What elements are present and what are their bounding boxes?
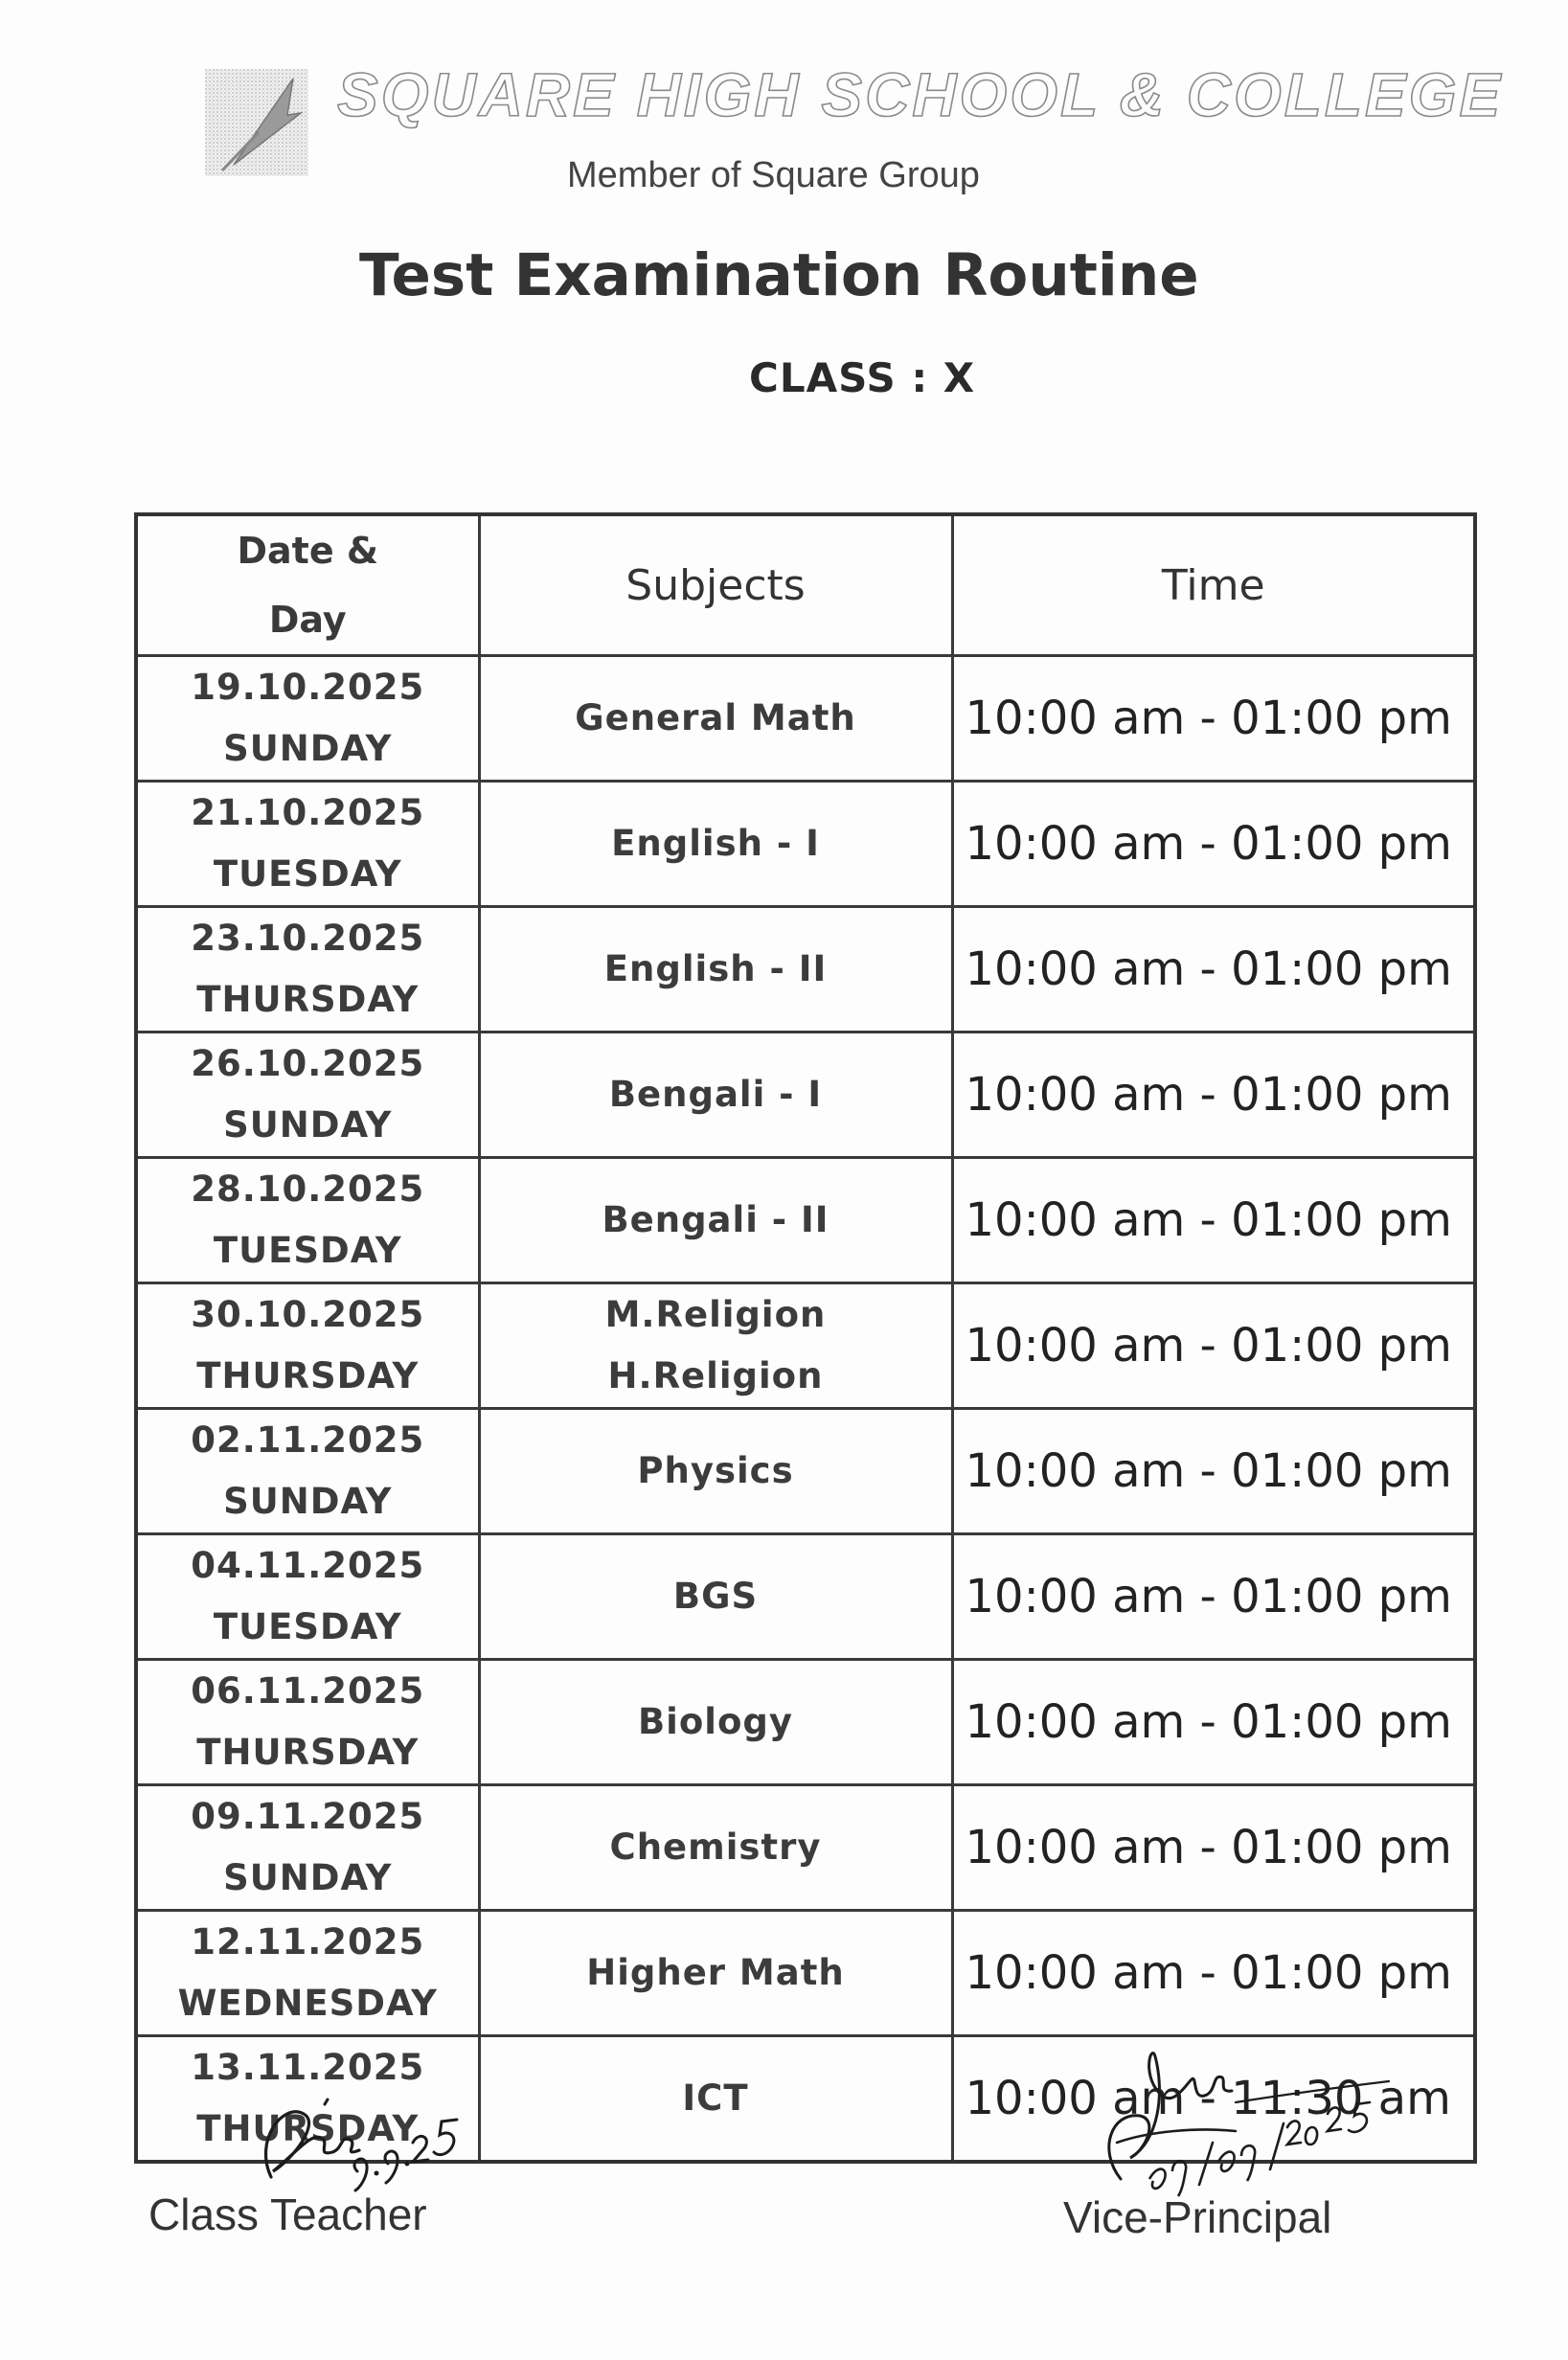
- time-cell: 10:00 am - 01:00 pm: [952, 907, 1475, 1032]
- subject-cell: [479, 782, 952, 907]
- subject-name-secondary: H.Religion: [607, 1355, 824, 1396]
- exam-day: WEDNESDAY: [177, 1983, 438, 2024]
- exam-date: 23.10.2025: [191, 918, 425, 959]
- time-cell: 10:00 am - 01:00 pm: [952, 1409, 1475, 1534]
- exam-date: 09.11.2025: [191, 1796, 425, 1837]
- vice-principal-signature: [1092, 2035, 1398, 2198]
- exam-date: 06.11.2025: [191, 1670, 425, 1712]
- subject-name: M.Religion: [604, 1294, 827, 1335]
- time-cell: 10:00 am - 01:00 pm: [952, 1032, 1475, 1158]
- table-row: [136, 1283, 1475, 1409]
- date-cell: [136, 1911, 479, 2036]
- class-teacher-signature: [244, 2064, 551, 2208]
- table-row: [136, 1409, 1475, 1534]
- subject-cell: [479, 1911, 952, 2036]
- page-title: Test Examination Routine: [359, 241, 1199, 309]
- column-header-date-line1: Date &: [237, 530, 378, 572]
- table-row: [136, 1032, 1475, 1158]
- exam-day: SUNDAY: [223, 1481, 393, 1522]
- subject-name: ICT: [682, 2077, 749, 2119]
- exam-routine-table: [134, 512, 1477, 2164]
- vice-principal-label: Vice-Principal: [1063, 2192, 1332, 2242]
- class-teacher-label: Class Teacher: [148, 2190, 427, 2239]
- table-row: [136, 1158, 1475, 1283]
- subject-cell: [479, 1785, 952, 1911]
- exam-date: 30.10.2025: [191, 1294, 425, 1335]
- subject-name: BGS: [672, 1576, 759, 1617]
- date-cell: [136, 782, 479, 907]
- subject-cell: [479, 1409, 952, 1534]
- subject-cell: [479, 907, 952, 1032]
- subject-cell: [479, 1283, 952, 1409]
- exam-date: 13.11.2025: [191, 2047, 425, 2088]
- subject-name: Higher Math: [586, 1952, 845, 1993]
- table-row: [136, 656, 1475, 782]
- exam-day: THURSDAY: [196, 2108, 420, 2149]
- exam-day: TUESDAY: [213, 853, 402, 895]
- date-cell: [136, 1158, 479, 1283]
- date-cell: [136, 1032, 479, 1158]
- subject-name: Bengali - I: [608, 1074, 823, 1115]
- subject-name: English - II: [603, 948, 828, 989]
- time-cell: 10:00 am - 01:00 pm: [952, 1660, 1475, 1785]
- subject-name: Biology: [637, 1701, 793, 1742]
- exam-day: SUNDAY: [223, 728, 393, 769]
- subject-cell: [479, 1534, 952, 1660]
- subject-cell: [479, 656, 952, 782]
- time-cell: 10:00 am - 01:00 pm: [952, 1785, 1475, 1911]
- column-header-date-line2: Day: [268, 599, 347, 641]
- school-name: SQUARE HIGH SCHOOL & COLLEGE: [337, 60, 1504, 129]
- date-cell: [136, 1283, 479, 1409]
- school-emblem-icon: [201, 65, 312, 180]
- exam-day: THURSDAY: [196, 979, 420, 1020]
- subject-cell: [479, 1032, 952, 1158]
- exam-date: 02.11.2025: [191, 1419, 425, 1461]
- time-cell: 10:00 am - 01:00 pm: [952, 1283, 1475, 1409]
- exam-date: 19.10.2025: [191, 667, 425, 708]
- exam-date: 21.10.2025: [191, 792, 425, 833]
- date-cell: [136, 1785, 479, 1911]
- exam-day: TUESDAY: [213, 1230, 402, 1271]
- table-row: [136, 1660, 1475, 1785]
- table-row: [136, 1534, 1475, 1660]
- time-cell: 10:00 am - 01:00 pm: [952, 656, 1475, 782]
- subject-name: Chemistry: [609, 1827, 822, 1868]
- exam-day: SUNDAY: [223, 1857, 393, 1898]
- member-line: Member of Square Group: [567, 155, 980, 195]
- subject-name: General Math: [575, 697, 856, 738]
- date-cell: [136, 1660, 479, 1785]
- exam-date: 12.11.2025: [191, 1921, 425, 1963]
- time-cell: 10:00 am - 01:00 pm: [952, 1911, 1475, 2036]
- exam-day: TUESDAY: [213, 1606, 402, 1647]
- time-cell: 10:00 am - 11:30 am: [952, 2036, 1475, 2163]
- date-cell: [136, 656, 479, 782]
- subject-name: Physics: [637, 1450, 794, 1491]
- time-cell: 10:00 am - 01:00 pm: [952, 1158, 1475, 1283]
- exam-day: THURSDAY: [196, 1355, 420, 1396]
- exam-date: 28.10.2025: [191, 1169, 425, 1210]
- column-header-subjects: Subjects: [479, 514, 952, 656]
- table-row: [136, 1911, 1475, 2036]
- date-cell: [136, 1534, 479, 1660]
- date-cell: [136, 907, 479, 1032]
- exam-date: 04.11.2025: [191, 1545, 425, 1586]
- time-cell: 10:00 am - 01:00 pm: [952, 782, 1475, 907]
- time-cell: 10:00 am - 01:00 pm: [952, 1534, 1475, 1660]
- subject-name: English - I: [611, 823, 820, 864]
- exam-day: SUNDAY: [223, 1104, 393, 1146]
- date-cell: [136, 1409, 479, 1534]
- table-header-row: [136, 514, 1475, 656]
- table-row: [136, 907, 1475, 1032]
- exam-date: 26.10.2025: [191, 1043, 425, 1084]
- class-label: CLASS : X: [749, 354, 976, 401]
- exam-day: THURSDAY: [196, 1732, 420, 1773]
- subject-cell: [479, 1660, 952, 1785]
- column-header-date: [136, 514, 479, 656]
- table-row: [136, 1785, 1475, 1911]
- column-header-time: Time: [952, 514, 1475, 656]
- subject-name: Bengali - II: [602, 1199, 829, 1240]
- table-row: [136, 782, 1475, 907]
- subject-cell: [479, 1158, 952, 1283]
